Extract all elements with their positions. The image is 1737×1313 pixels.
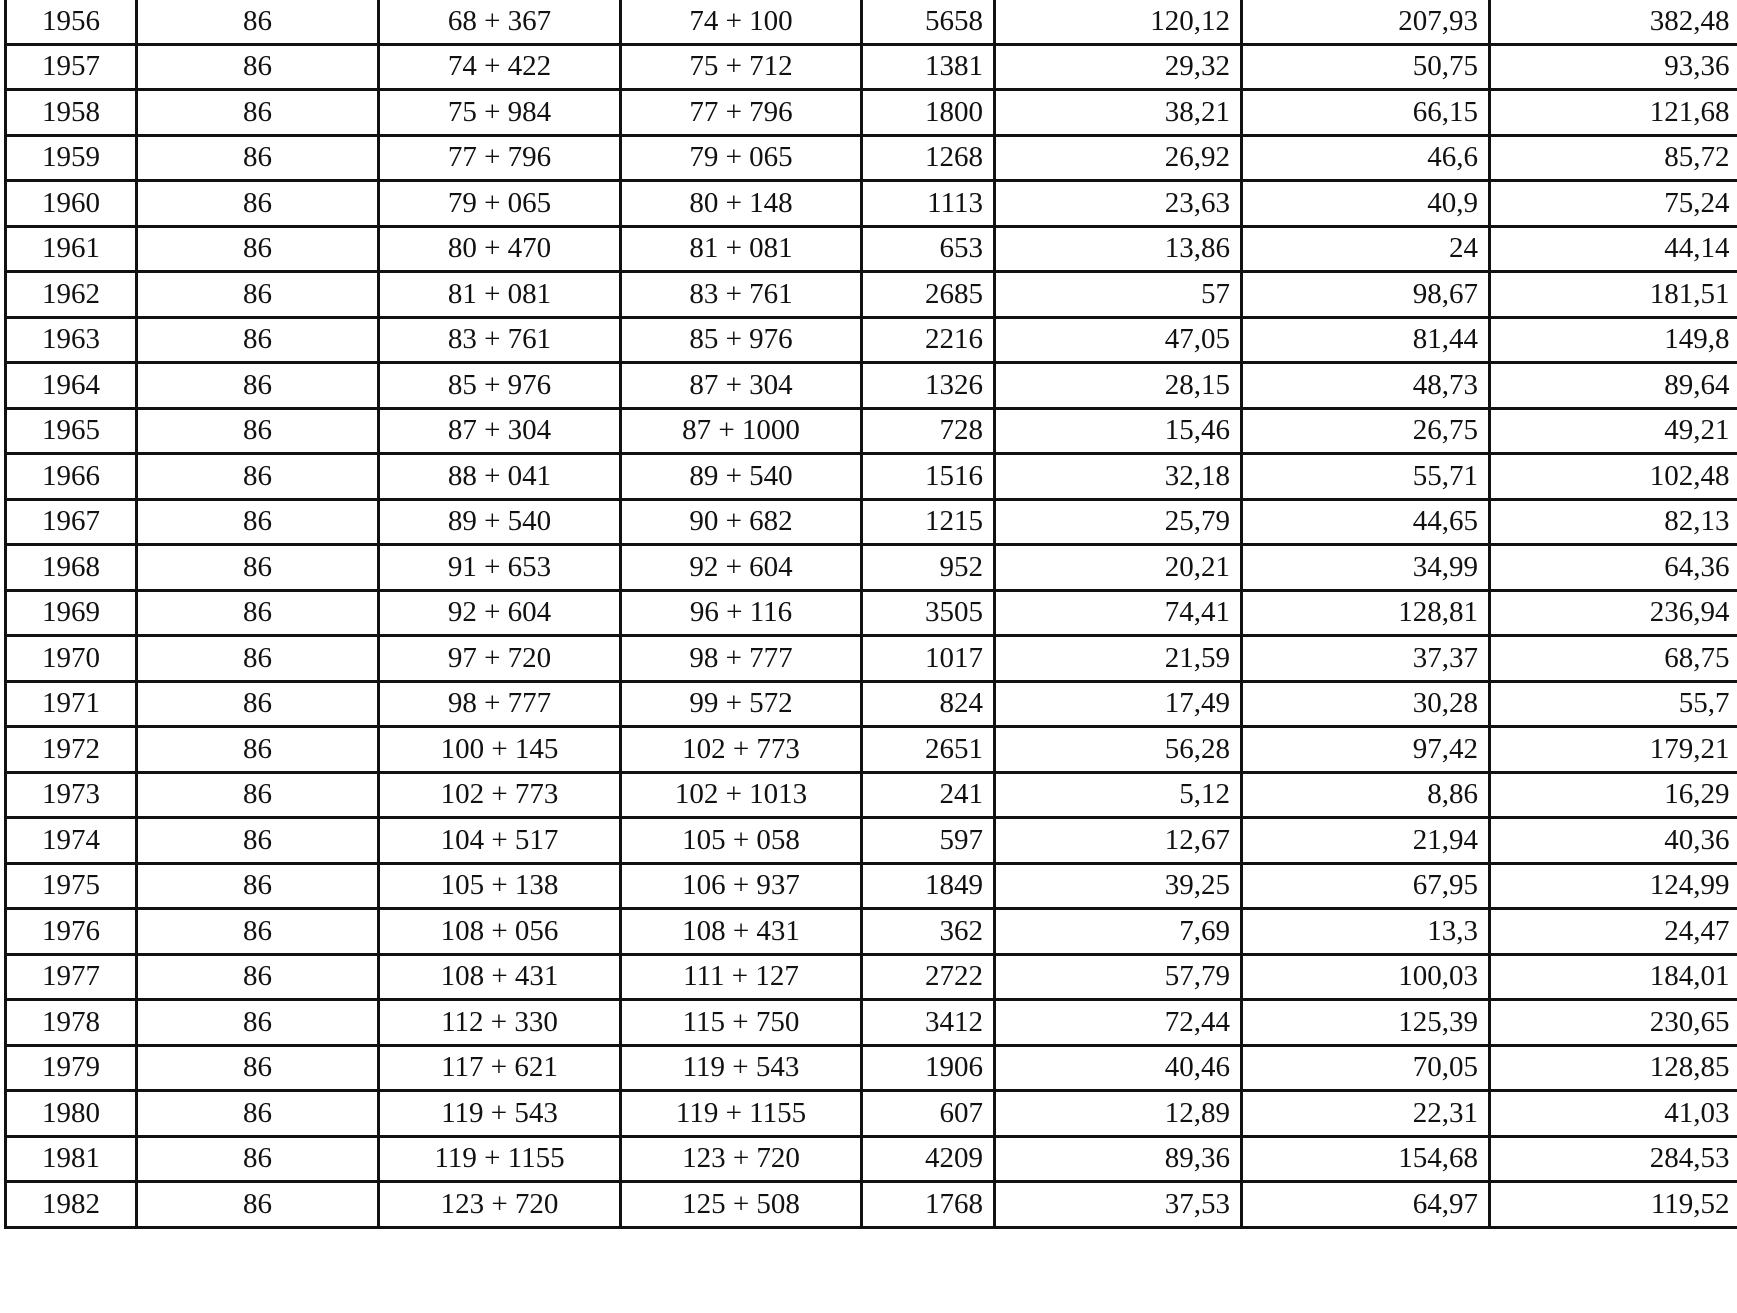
cell-value-a: 57,79 [995, 954, 1242, 1000]
cell-code: 86 [137, 363, 379, 409]
cell-end-position: 75 + 712 [621, 44, 862, 90]
cell-end-position: 77 + 796 [621, 90, 862, 136]
cell-start-position: 89 + 540 [379, 499, 621, 545]
cell-value-b: 13,3 [1242, 909, 1490, 955]
cell-length: 952 [862, 545, 995, 591]
cell-value-b: 98,67 [1242, 272, 1490, 318]
cell-code: 86 [137, 408, 379, 454]
cell-code: 86 [137, 1136, 379, 1182]
cell-year: 1958 [6, 90, 137, 136]
cell-value-b: 66,15 [1242, 90, 1490, 136]
cell-start-position: 98 + 777 [379, 681, 621, 727]
table-row [6, 772, 1737, 818]
table-row [6, 590, 1737, 636]
cell-length: 3505 [862, 590, 995, 636]
table-row [6, 90, 1737, 136]
cell-year: 1965 [6, 408, 137, 454]
cell-value-a: 23,63 [995, 181, 1242, 227]
cell-code: 86 [137, 317, 379, 363]
cell-value-c: 128,85 [1490, 1045, 1737, 1091]
cell-length: 597 [862, 818, 995, 864]
cell-length: 1326 [862, 363, 995, 409]
cell-value-c: 124,99 [1490, 863, 1737, 909]
cell-start-position: 119 + 1155 [379, 1136, 621, 1182]
cell-code: 86 [137, 1091, 379, 1137]
table-row [6, 181, 1737, 227]
cell-value-a: 29,32 [995, 44, 1242, 90]
cell-code: 86 [137, 181, 379, 227]
cell-value-a: 12,89 [995, 1091, 1242, 1137]
cell-year: 1970 [6, 636, 137, 682]
cell-length: 728 [862, 408, 995, 454]
cell-length: 5658 [862, 0, 995, 44]
cell-year: 1959 [6, 135, 137, 181]
cell-length: 241 [862, 772, 995, 818]
cell-code: 86 [137, 636, 379, 682]
cell-value-c: 121,68 [1490, 90, 1737, 136]
cell-length: 653 [862, 226, 995, 272]
cell-year: 1976 [6, 909, 137, 955]
cell-year: 1980 [6, 1091, 137, 1137]
cell-year: 1964 [6, 363, 137, 409]
cell-value-a: 56,28 [995, 727, 1242, 773]
cell-length: 1017 [862, 636, 995, 682]
cell-year: 1975 [6, 863, 137, 909]
table-row [6, 636, 1737, 682]
cell-code: 86 [137, 727, 379, 773]
cell-value-c: 382,48 [1490, 0, 1737, 44]
cell-end-position: 92 + 604 [621, 545, 862, 591]
cell-value-a: 57 [995, 272, 1242, 318]
cell-value-b: 100,03 [1242, 954, 1490, 1000]
cell-length: 1768 [862, 1182, 995, 1228]
cell-length: 362 [862, 909, 995, 955]
cell-value-b: 24 [1242, 226, 1490, 272]
cell-year: 1978 [6, 1000, 137, 1046]
cell-value-a: 13,86 [995, 226, 1242, 272]
table-row [6, 1182, 1737, 1228]
cell-length: 1800 [862, 90, 995, 136]
cell-value-c: 75,24 [1490, 181, 1737, 227]
cell-length: 1113 [862, 181, 995, 227]
table-row [6, 545, 1737, 591]
cell-start-position: 112 + 330 [379, 1000, 621, 1046]
cell-value-b: 70,05 [1242, 1045, 1490, 1091]
cell-value-b: 48,73 [1242, 363, 1490, 409]
cell-start-position: 74 + 422 [379, 44, 621, 90]
cell-value-b: 8,86 [1242, 772, 1490, 818]
cell-code: 86 [137, 135, 379, 181]
cell-start-position: 68 + 367 [379, 0, 621, 44]
cell-code: 86 [137, 272, 379, 318]
cell-value-c: 64,36 [1490, 545, 1737, 591]
table-row [6, 727, 1737, 773]
cell-value-c: 68,75 [1490, 636, 1737, 682]
cell-length: 1215 [862, 499, 995, 545]
cell-year: 1961 [6, 226, 137, 272]
table-row [6, 818, 1737, 864]
cell-length: 3412 [862, 1000, 995, 1046]
table-row [6, 1045, 1737, 1091]
cell-code: 86 [137, 818, 379, 864]
table-row [6, 272, 1737, 318]
cell-value-c: 93,36 [1490, 44, 1737, 90]
cell-value-a: 40,46 [995, 1045, 1242, 1091]
cell-value-c: 16,29 [1490, 772, 1737, 818]
cell-code: 86 [137, 1182, 379, 1228]
cell-value-b: 44,65 [1242, 499, 1490, 545]
cell-value-a: 37,53 [995, 1182, 1242, 1228]
cell-value-c: 40,36 [1490, 818, 1737, 864]
cell-code: 86 [137, 44, 379, 90]
cell-code: 86 [137, 0, 379, 44]
cell-year: 1972 [6, 727, 137, 773]
cell-end-position: 87 + 1000 [621, 408, 862, 454]
cell-end-position: 90 + 682 [621, 499, 862, 545]
cell-value-b: 22,31 [1242, 1091, 1490, 1137]
cell-value-c: 119,52 [1490, 1182, 1737, 1228]
cell-year: 1973 [6, 772, 137, 818]
table-row [6, 454, 1737, 500]
cell-value-c: 230,65 [1490, 1000, 1737, 1046]
table-row [6, 954, 1737, 1000]
cell-value-b: 154,68 [1242, 1136, 1490, 1182]
cell-value-b: 81,44 [1242, 317, 1490, 363]
cell-value-c: 24,47 [1490, 909, 1737, 955]
cell-end-position: 81 + 081 [621, 226, 862, 272]
cell-value-b: 67,95 [1242, 863, 1490, 909]
cell-value-b: 128,81 [1242, 590, 1490, 636]
cell-end-position: 89 + 540 [621, 454, 862, 500]
cell-end-position: 96 + 116 [621, 590, 862, 636]
cell-value-a: 120,12 [995, 0, 1242, 44]
cell-value-b: 40,9 [1242, 181, 1490, 227]
cell-value-c: 82,13 [1490, 499, 1737, 545]
cell-value-c: 44,14 [1490, 226, 1737, 272]
cell-value-a: 17,49 [995, 681, 1242, 727]
cell-value-c: 41,03 [1490, 1091, 1737, 1137]
cell-value-a: 7,69 [995, 909, 1242, 955]
cell-value-c: 55,7 [1490, 681, 1737, 727]
cell-end-position: 80 + 148 [621, 181, 862, 227]
cell-start-position: 104 + 517 [379, 818, 621, 864]
cell-end-position: 119 + 1155 [621, 1091, 862, 1137]
table-row [6, 226, 1737, 272]
cell-code: 86 [137, 545, 379, 591]
cell-start-position: 75 + 984 [379, 90, 621, 136]
cell-code: 86 [137, 954, 379, 1000]
cell-value-c: 85,72 [1490, 135, 1737, 181]
table-row [6, 135, 1737, 181]
cell-length: 2685 [862, 272, 995, 318]
cell-code: 86 [137, 90, 379, 136]
cell-value-c: 184,01 [1490, 954, 1737, 1000]
cell-code: 86 [137, 863, 379, 909]
table-row [6, 0, 1737, 44]
cell-value-a: 89,36 [995, 1136, 1242, 1182]
cell-end-position: 74 + 100 [621, 0, 862, 44]
cell-year: 1956 [6, 0, 137, 44]
cell-start-position: 123 + 720 [379, 1182, 621, 1228]
cell-start-position: 92 + 604 [379, 590, 621, 636]
cell-end-position: 106 + 937 [621, 863, 862, 909]
cell-start-position: 88 + 041 [379, 454, 621, 500]
cell-value-b: 46,6 [1242, 135, 1490, 181]
cell-end-position: 115 + 750 [621, 1000, 862, 1046]
cell-code: 86 [137, 499, 379, 545]
cell-value-a: 5,12 [995, 772, 1242, 818]
cell-year: 1963 [6, 317, 137, 363]
cell-start-position: 105 + 138 [379, 863, 621, 909]
cell-end-position: 85 + 976 [621, 317, 862, 363]
cell-value-b: 37,37 [1242, 636, 1490, 682]
cell-end-position: 99 + 572 [621, 681, 862, 727]
cell-year: 1966 [6, 454, 137, 500]
cell-end-position: 111 + 127 [621, 954, 862, 1000]
cell-value-b: 97,42 [1242, 727, 1490, 773]
cell-code: 86 [137, 1045, 379, 1091]
cell-value-a: 32,18 [995, 454, 1242, 500]
cell-length: 2722 [862, 954, 995, 1000]
cell-end-position: 98 + 777 [621, 636, 862, 682]
table-row [6, 363, 1737, 409]
cell-year: 1977 [6, 954, 137, 1000]
cell-end-position: 87 + 304 [621, 363, 862, 409]
cell-value-b: 34,99 [1242, 545, 1490, 591]
cell-value-a: 15,46 [995, 408, 1242, 454]
cell-year: 1969 [6, 590, 137, 636]
cell-value-c: 149,8 [1490, 317, 1737, 363]
cell-year: 1979 [6, 1045, 137, 1091]
cell-value-b: 21,94 [1242, 818, 1490, 864]
cell-length: 1516 [862, 454, 995, 500]
cell-value-b: 125,39 [1242, 1000, 1490, 1046]
cell-value-b: 26,75 [1242, 408, 1490, 454]
table-row [6, 681, 1737, 727]
cell-value-a: 47,05 [995, 317, 1242, 363]
cell-code: 86 [137, 454, 379, 500]
cell-start-position: 81 + 081 [379, 272, 621, 318]
cell-year: 1981 [6, 1136, 137, 1182]
cell-year: 1968 [6, 545, 137, 591]
cell-end-position: 125 + 508 [621, 1182, 862, 1228]
cell-start-position: 80 + 470 [379, 226, 621, 272]
table-row [6, 317, 1737, 363]
cell-length: 1906 [862, 1045, 995, 1091]
table-row [6, 909, 1737, 955]
cell-value-c: 236,94 [1490, 590, 1737, 636]
cell-value-c: 89,64 [1490, 363, 1737, 409]
cell-length: 1849 [862, 863, 995, 909]
table-row [6, 863, 1737, 909]
cell-length: 607 [862, 1091, 995, 1137]
cell-length: 1268 [862, 135, 995, 181]
cell-end-position: 102 + 1013 [621, 772, 862, 818]
data-table [4, 0, 1737, 1229]
cell-value-b: 55,71 [1242, 454, 1490, 500]
cell-year: 1971 [6, 681, 137, 727]
cell-value-a: 12,67 [995, 818, 1242, 864]
cell-start-position: 87 + 304 [379, 408, 621, 454]
table-row [6, 1136, 1737, 1182]
table-row [6, 44, 1737, 90]
cell-code: 86 [137, 909, 379, 955]
cell-start-position: 117 + 621 [379, 1045, 621, 1091]
cell-code: 86 [137, 772, 379, 818]
cell-value-a: 21,59 [995, 636, 1242, 682]
cell-year: 1957 [6, 44, 137, 90]
cell-value-a: 26,92 [995, 135, 1242, 181]
cell-value-a: 28,15 [995, 363, 1242, 409]
cell-value-a: 74,41 [995, 590, 1242, 636]
cell-length: 2651 [862, 727, 995, 773]
table-row [6, 499, 1737, 545]
cell-year: 1960 [6, 181, 137, 227]
cell-value-a: 39,25 [995, 863, 1242, 909]
cell-start-position: 108 + 431 [379, 954, 621, 1000]
cell-value-a: 72,44 [995, 1000, 1242, 1046]
cell-length: 2216 [862, 317, 995, 363]
cell-value-c: 284,53 [1490, 1136, 1737, 1182]
cell-start-position: 85 + 976 [379, 363, 621, 409]
cell-end-position: 83 + 761 [621, 272, 862, 318]
cell-year: 1967 [6, 499, 137, 545]
cell-length: 4209 [862, 1136, 995, 1182]
cell-start-position: 97 + 720 [379, 636, 621, 682]
cell-year: 1974 [6, 818, 137, 864]
cell-year: 1962 [6, 272, 137, 318]
table-row [6, 1000, 1737, 1046]
cell-year: 1982 [6, 1182, 137, 1228]
cell-code: 86 [137, 681, 379, 727]
cell-value-b: 64,97 [1242, 1182, 1490, 1228]
cell-value-a: 20,21 [995, 545, 1242, 591]
table-row [6, 408, 1737, 454]
cell-end-position: 79 + 065 [621, 135, 862, 181]
cell-start-position: 100 + 145 [379, 727, 621, 773]
cell-code: 86 [137, 590, 379, 636]
cell-value-a: 25,79 [995, 499, 1242, 545]
cell-end-position: 119 + 543 [621, 1045, 862, 1091]
cell-end-position: 102 + 773 [621, 727, 862, 773]
cell-value-c: 181,51 [1490, 272, 1737, 318]
table-body [6, 0, 1737, 1227]
cell-value-b: 50,75 [1242, 44, 1490, 90]
cell-code: 86 [137, 226, 379, 272]
cell-length: 1381 [862, 44, 995, 90]
cell-code: 86 [137, 1000, 379, 1046]
cell-end-position: 123 + 720 [621, 1136, 862, 1182]
cell-start-position: 91 + 653 [379, 545, 621, 591]
cell-value-c: 179,21 [1490, 727, 1737, 773]
cell-value-b: 30,28 [1242, 681, 1490, 727]
cell-value-a: 38,21 [995, 90, 1242, 136]
cell-end-position: 105 + 058 [621, 818, 862, 864]
cell-start-position: 102 + 773 [379, 772, 621, 818]
cell-start-position: 119 + 543 [379, 1091, 621, 1137]
cell-value-c: 102,48 [1490, 454, 1737, 500]
cell-value-c: 49,21 [1490, 408, 1737, 454]
cell-value-b: 207,93 [1242, 0, 1490, 44]
cell-end-position: 108 + 431 [621, 909, 862, 955]
cell-length: 824 [862, 681, 995, 727]
table-row [6, 1091, 1737, 1137]
cell-start-position: 108 + 056 [379, 909, 621, 955]
cell-start-position: 79 + 065 [379, 181, 621, 227]
cell-start-position: 77 + 796 [379, 135, 621, 181]
cell-start-position: 83 + 761 [379, 317, 621, 363]
